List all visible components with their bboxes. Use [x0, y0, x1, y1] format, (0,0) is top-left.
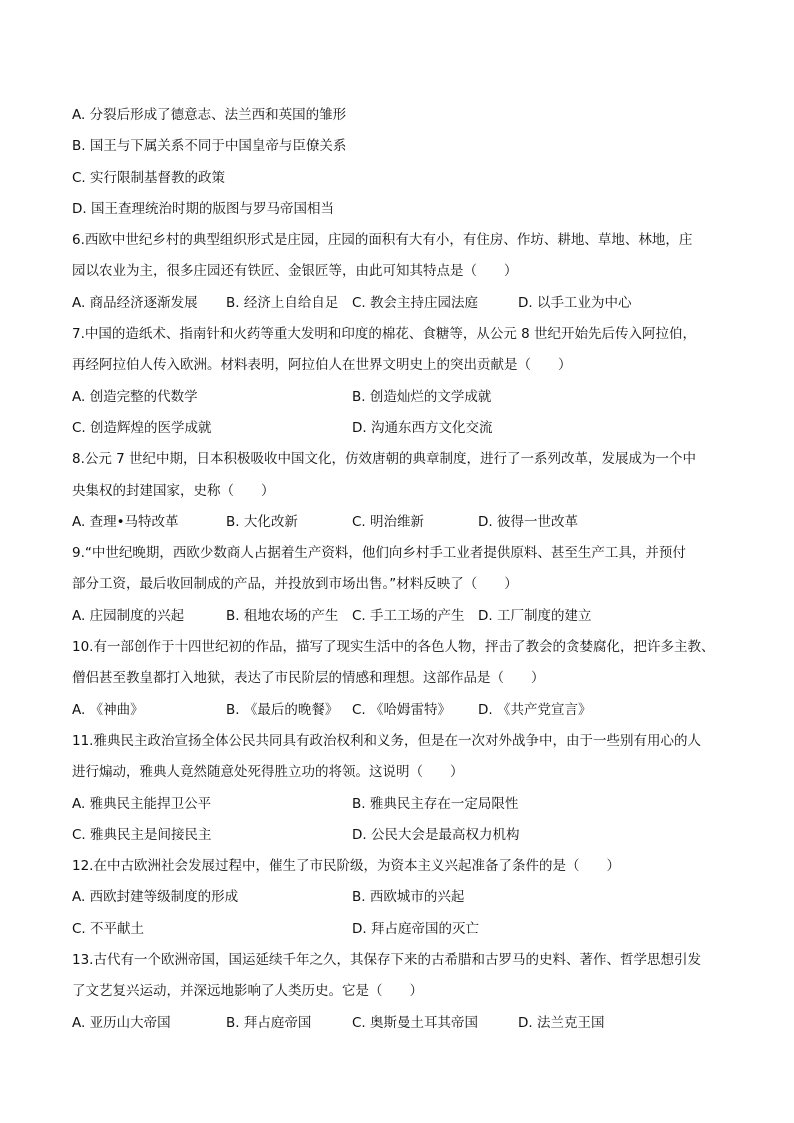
option-a: A. 商品经济逐渐发展: [72, 294, 198, 311]
option-b: B. 租地农场的产生: [226, 607, 339, 624]
option-a: A. 《神曲》: [72, 701, 144, 718]
question-stem: 部分工资，最后收回制成的产品，并投放到市场出售。”材料反映了（ ）: [72, 576, 518, 593]
question-13: [72, 945, 732, 1039]
question-9: [72, 538, 732, 632]
question-stem: 6.西欧中世纪乡村的典型组织形式是庄园，庄园的面积有大有小，有住房、作坊、耕地、草地、林地，庄: [72, 232, 693, 249]
question-stem: 11.雅典民主政治宣扬全体公民共同具有政治权利和义务，但是在一次对外战争中，由于一些别有用心的人: [72, 732, 701, 749]
option-c: C. 创造辉煌的医学成就: [72, 419, 212, 436]
option-c: C. 《哈姆雷特》: [352, 701, 452, 718]
question-7: [72, 319, 732, 444]
option-b: B. 创造灿烂的文学成就: [352, 388, 492, 405]
option-line: C. 实行限制基督教的政策: [72, 169, 226, 186]
option-c: C. 明治维新: [352, 513, 425, 530]
option-a: A. 西欧封建等级制度的形成: [72, 889, 239, 906]
option-a: A. 创造完整的代数学: [72, 388, 198, 405]
option-c: C. 不平献土: [72, 920, 145, 937]
question-12: [72, 851, 732, 945]
question-10: [72, 632, 732, 726]
options-row: [72, 413, 732, 444]
option-d: D. 《共产党宣言》: [478, 701, 592, 718]
options-row: [72, 695, 732, 726]
option-b: B. 西欧城市的兴起: [352, 889, 465, 906]
option-c: C. 奥斯曼土耳其帝国: [352, 1014, 479, 1031]
options-row: [72, 914, 732, 945]
question-stem: 进行煽动，雅典人竟然随意处死得胜立功的将领。这说明（ ）: [72, 764, 464, 781]
option-d: D. 公民大会是最高权力机构: [352, 826, 520, 843]
option-d: D. 以手工业为中心: [518, 294, 632, 311]
option-a: A. 雅典民主能捍卫公平: [72, 795, 212, 812]
question-stem: 7.中国的造纸术、指南针和火药等重大发明和印度的棉花、食糖等，从公元 8 世纪开始先后传入阿拉伯，: [72, 326, 697, 343]
question-stem: 园以农业为主，很多庄园还有铁匠、金银匠等，由此可知其特点是（ ）: [72, 263, 518, 280]
question-stem: 僧侣甚至教皇都打入地狱，表达了市民阶层的情感和理想。这部作品是（ ）: [72, 670, 545, 687]
question-8: [72, 444, 732, 538]
option-line: A. 分裂后形成了德意志、法兰西和英国的雏形: [72, 107, 347, 123]
option-c: C. 雅典民主是间接民主: [72, 826, 212, 843]
question-stem: 再经阿拉伯人传入欧洲。材料表明，阿拉伯人在世界文明史上的突出贡献是（ ）: [72, 357, 572, 374]
question-stem: 了文艺复兴运动，并深远地影响了人类历史。它是（ ）: [72, 983, 423, 1000]
option-b: B. 《最后的晚餐》: [226, 701, 339, 718]
option-d: D. 法兰克王国: [518, 1014, 605, 1031]
options-row: [72, 882, 732, 913]
option-d: D. 彼得一世改革: [478, 513, 578, 530]
exam-page: [72, 100, 732, 1039]
options-row: [72, 507, 732, 538]
question-stem: 12.在中古欧洲社会发展过程中，催生了市民阶级，为资本主义兴起准备了条件的是（ ）: [72, 858, 620, 875]
question-5-options: [72, 100, 732, 225]
option-c: C. 教会主持庄园法庭: [352, 294, 479, 311]
option-a: A. 亚历山大帝国: [72, 1014, 171, 1031]
question-stem: 10.有一部创作于十四世纪初的作品，描写了现实生活中的各色人物，抨击了教会的贪婪腐化，把许多主教、: [72, 639, 715, 656]
option-line: B. 国王与下属关系不同于中国皇帝与臣僚关系: [72, 138, 347, 155]
question-stem: 8.公元 7 世纪中期，日本积极吸收中国文化，仿效唐朝的典章制度，进行了一系列改革，发展成为一个中: [72, 451, 697, 468]
option-b: B. 大化改新: [226, 513, 298, 530]
option-c: C. 手工工场的产生: [352, 607, 465, 624]
option-a: A. 庄园制度的兴起: [72, 607, 185, 624]
option-d: D. 工厂制度的建立: [478, 607, 592, 624]
options-row: [72, 382, 732, 413]
options-row: [72, 288, 732, 319]
options-row: [72, 601, 732, 632]
question-stem: 13.古代有一个欧洲帝国，国运延续千年之久，其保存下来的古希腊和古罗马的史料、著作、哲学思想引发: [72, 952, 701, 969]
option-a: A. 查理•马特改革: [72, 513, 179, 530]
option-d: D. 沟通东西方文化交流: [352, 419, 493, 436]
option-b: B. 雅典民主存在一定局限性: [352, 795, 519, 812]
options-row: [72, 789, 732, 820]
question-11: [72, 726, 732, 851]
option-d: D. 拜占庭帝国的灭亡: [352, 920, 479, 937]
option-b: B. 经济上自给自足: [226, 294, 339, 311]
question-6: [72, 225, 732, 319]
options-row: [72, 820, 732, 851]
options-row: [72, 1008, 732, 1039]
option-line: D. 国王查理统治时期的版图与罗马帝国相当: [72, 200, 334, 217]
option-b: B. 拜占庭帝国: [226, 1014, 312, 1031]
question-stem: 9.“中世纪晚期，西欧少数商人占据着生产资料，他们向乡村手工业者提供原料、甚至生产工具，并预付: [72, 545, 686, 562]
question-stem: 央集权的封建国家，史称（ ）: [72, 482, 275, 499]
